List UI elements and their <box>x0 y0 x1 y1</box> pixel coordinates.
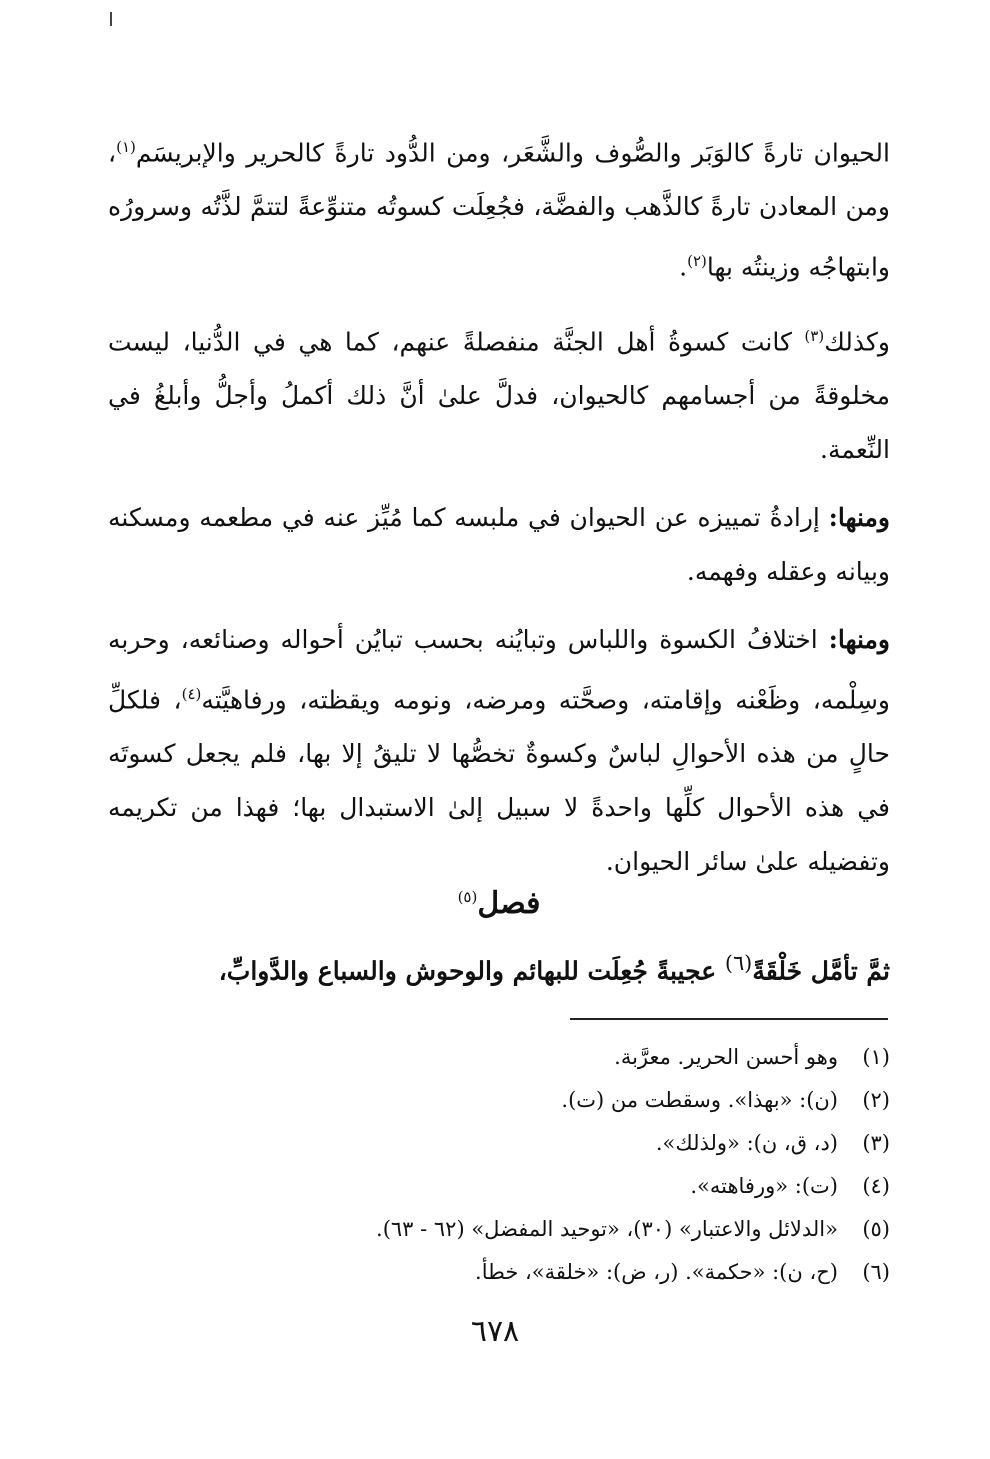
section-heading <box>108 872 890 929</box>
footnote-separator <box>570 1018 888 1020</box>
footnote-number: (٥) <box>862 1217 890 1241</box>
footnote <box>108 1208 890 1251</box>
paragraph-text: الحيوان تارةً كالوَبَر والصُّوف والشَّعَر، ومن الدُّود تارةً كالحرير والإبريسَم <box>135 138 890 168</box>
paragraph-text: إرادةُ تمييزه عن الحيوان في ملبسه كما مُيِّز عنه في مطعمه ومسكنه وبيانه وعقله وفهمه. <box>108 502 890 586</box>
footnotes-list <box>108 1036 890 1294</box>
footnote-ref: (٤) <box>181 684 202 703</box>
paragraph-1 <box>108 120 890 295</box>
paragraph-lead: ومنها: <box>828 624 890 654</box>
footnote-number: (١) <box>862 1045 890 1069</box>
paragraph-text: . <box>679 252 688 282</box>
opening-text: ثمَّ تأمَّل خَلْقَةً <box>752 956 890 986</box>
footnote-text: (د، ق، ن): «ولذلك». <box>655 1131 838 1155</box>
paragraph-text: ، ومن المعادن تارةً كالذَّهب والفضَّة، فجُعِلَت كسوتُه متنوِّعةً لتتمَّ لذَّتُه وسرورُه وابتهاجُه وزينتُه بها <box>108 138 890 282</box>
paragraph-text: كانت كسوةُ أهل الجنَّة منفصلةً عنهم، كما هي في الدُّنيا، ليست مخلوقةً من أجسامهم كالحيوان، فدلَّ علىٰ أنَّ ذلك أكملُ وأجلُّ وأبلغُ في النِّعمة. <box>108 326 890 464</box>
footnote-text: وهو أحسن الحرير. معرَّبة. <box>614 1045 838 1069</box>
opening-text: عجيبةً جُعِلَت للبهائم والوحوش والسباع والدَّوابِّ، <box>218 956 725 986</box>
opening-line <box>108 936 890 998</box>
footnote-text: (ن): «بهذا». وسقطت من (ت). <box>561 1088 838 1112</box>
page-number: ٦٧٨ <box>470 1314 520 1349</box>
paragraph-3 <box>108 491 890 599</box>
footnote-ref: (٢) <box>687 252 707 271</box>
paragraph-2 <box>108 309 890 477</box>
paragraph-text: اختلافُ الكسوة واللباس وتبايُنه بحسب تبايُن أحواله وصنائعه، وحربه وسِلْمه، وظَعْنه وإقامته، وصحَّته ومرضه، ونومه ويقظته، ورفاهيَّته <box>108 624 890 715</box>
footnote <box>108 1079 890 1122</box>
footnote-number: (٤) <box>862 1174 890 1198</box>
footnote <box>108 1036 890 1079</box>
footnote-text: «الدلائل والاعتبار» (٣٠)، «توحيد المفضل» (٦٢ - ٦٣). <box>376 1217 838 1241</box>
footnote <box>108 1122 890 1165</box>
footnote-ref: (٦) <box>724 951 753 975</box>
paragraph-4 <box>108 613 890 889</box>
footnote-ref: (١) <box>116 138 136 156</box>
footnote-number: (٦) <box>862 1260 890 1284</box>
paragraph-text: ، فلكلِّ حالٍ من هذه الأحوالِ لباسٌ وكسوةٌ تخصُّها لا تليقُ إلا بها، فلم يجعل كسوتَه في هذه الأحوال كلِّها واحدةً لا سبيل إلىٰ الاستبدال بها؛ فهذا من تكريمه وتفضيله علىٰ سائر الحيوان. <box>108 685 890 877</box>
footnote-number: (٣) <box>862 1131 890 1155</box>
footnote <box>108 1165 890 1208</box>
margin-mark <box>110 12 112 26</box>
footnote-text: (ت): «ورفاهته». <box>690 1174 838 1198</box>
paragraph-lead: ومنها: <box>828 502 890 532</box>
footnote-ref: (٣) <box>804 326 825 345</box>
footnote <box>108 1251 890 1294</box>
main-text <box>108 120 890 903</box>
footnote-text: (ح، ن): «حكمة». (ر، ض): «خلقة»، خطأ. <box>475 1260 838 1284</box>
footnote-number: (٢) <box>862 1088 890 1112</box>
footnote-ref: (٥) <box>457 888 478 906</box>
paragraph-text: وكذلك <box>824 326 890 356</box>
section-heading-label: فصل <box>477 886 541 921</box>
